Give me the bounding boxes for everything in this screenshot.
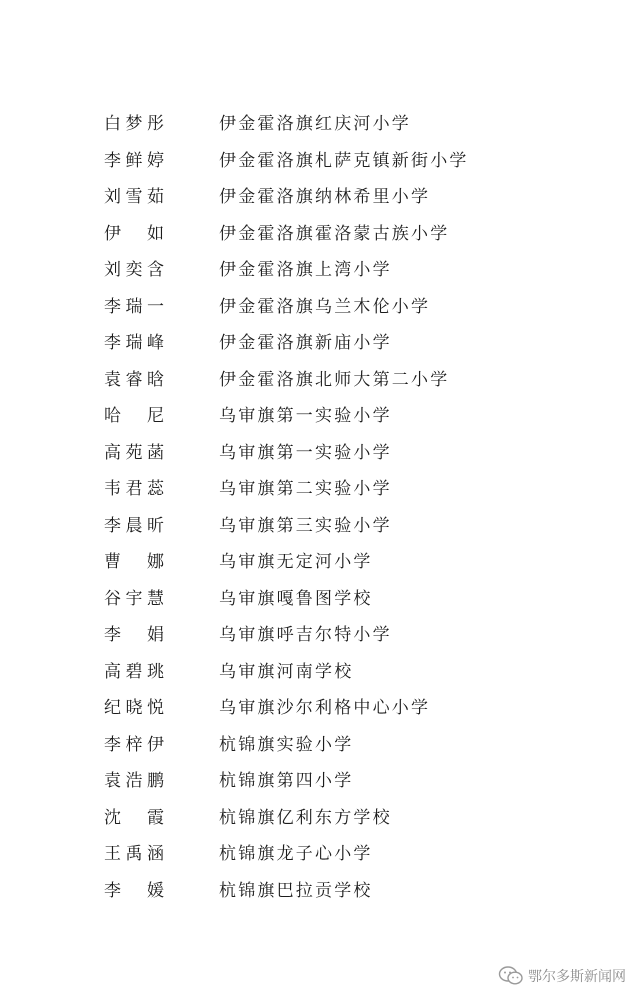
- school-name: 伊金霍洛旗霍洛蒙古族小学: [219, 223, 450, 244]
- school-name: 乌审旗沙尔利格中心小学: [219, 698, 431, 718]
- student-name: 李 晨 昕: [104, 515, 164, 536]
- school-name: 乌审旗第三实验小学: [219, 515, 392, 536]
- school-name: 杭锦旗实验小学: [219, 734, 354, 755]
- student-name: 李 鲜 婷: [104, 150, 164, 171]
- list-item: [0, 654, 640, 691]
- list-item: [0, 362, 640, 399]
- school-name: 伊金霍洛旗北师大第二小学: [219, 369, 450, 390]
- wechat-icon: [498, 965, 524, 987]
- name-list: [0, 106, 640, 909]
- school-name: 杭锦旗巴拉贡学校: [219, 880, 373, 901]
- list-item: [0, 727, 640, 764]
- list-item: [0, 581, 640, 618]
- watermark-text: 鄂尔多斯新闻网: [528, 969, 626, 985]
- list-item: [0, 143, 640, 180]
- student-name: 曹 娜: [104, 552, 164, 572]
- school-name: 乌审旗呼吉尔特小学: [219, 625, 392, 645]
- student-name: 白 梦 彤: [104, 114, 164, 134]
- list-item: [0, 508, 640, 545]
- school-name: 杭锦旗龙子心小学: [219, 844, 373, 864]
- list-item: [0, 289, 640, 326]
- list-item: [0, 873, 640, 910]
- school-name: 伊金霍洛旗红庆河小学: [219, 114, 411, 134]
- student-name: 李 媛: [104, 880, 164, 901]
- student-name: 刘 奕 含: [104, 260, 164, 280]
- school-name: 乌审旗第一实验小学: [219, 406, 392, 426]
- school-name: 杭锦旗亿利东方学校: [219, 807, 392, 828]
- student-name: 伊 如: [104, 223, 164, 244]
- list-item: [0, 252, 640, 289]
- student-name: 袁 睿 晗: [104, 369, 164, 390]
- school-name: 伊金霍洛旗札萨克镇新街小学: [219, 150, 469, 171]
- student-name: 李 娟: [104, 625, 164, 645]
- list-item: [0, 800, 640, 837]
- student-name: 韦 君 蕊: [104, 479, 164, 499]
- list-item: [0, 435, 640, 472]
- list-item: [0, 690, 640, 727]
- school-name: 伊金霍洛旗纳林希里小学: [219, 187, 431, 207]
- student-name: 李 瑞 峰: [104, 333, 164, 353]
- school-name: 乌审旗第一实验小学: [219, 442, 392, 463]
- school-name: 伊金霍洛旗上湾小学: [219, 260, 392, 280]
- list-item: [0, 836, 640, 873]
- list-item: [0, 216, 640, 253]
- student-name: 沈 霞: [104, 807, 164, 828]
- list-item: [0, 544, 640, 581]
- school-name: 乌审旗第二实验小学: [219, 479, 392, 499]
- list-item: [0, 325, 640, 362]
- watermark: [498, 964, 626, 988]
- student-name: 高 碧 珧: [104, 661, 164, 682]
- school-name: 乌审旗嘎鲁图学校: [219, 588, 373, 609]
- student-name: 王 禹 涵: [104, 844, 164, 864]
- student-name: 哈 尼: [104, 406, 164, 426]
- list-item: [0, 763, 640, 800]
- school-name: 伊金霍洛旗乌兰木伦小学: [219, 296, 431, 317]
- student-name: 纪 晓 悦: [104, 698, 164, 718]
- school-name: 伊金霍洛旗新庙小学: [219, 333, 392, 353]
- student-name: 袁 浩 鹏: [104, 771, 164, 791]
- school-name: 乌审旗无定河小学: [219, 552, 373, 572]
- student-name: 刘 雪 茹: [104, 187, 164, 207]
- student-name: 高 苑 菡: [104, 442, 164, 463]
- list-item: [0, 617, 640, 654]
- list-item: [0, 471, 640, 508]
- student-name: 李 梓 伊: [104, 734, 164, 755]
- list-item: [0, 179, 640, 216]
- student-name: 李 瑞 一: [104, 296, 164, 317]
- student-name: 谷 宇 慧: [104, 588, 164, 609]
- school-name: 乌审旗河南学校: [219, 661, 354, 682]
- school-name: 杭锦旗第四小学: [219, 771, 354, 791]
- list-item: [0, 106, 640, 143]
- list-item: [0, 398, 640, 435]
